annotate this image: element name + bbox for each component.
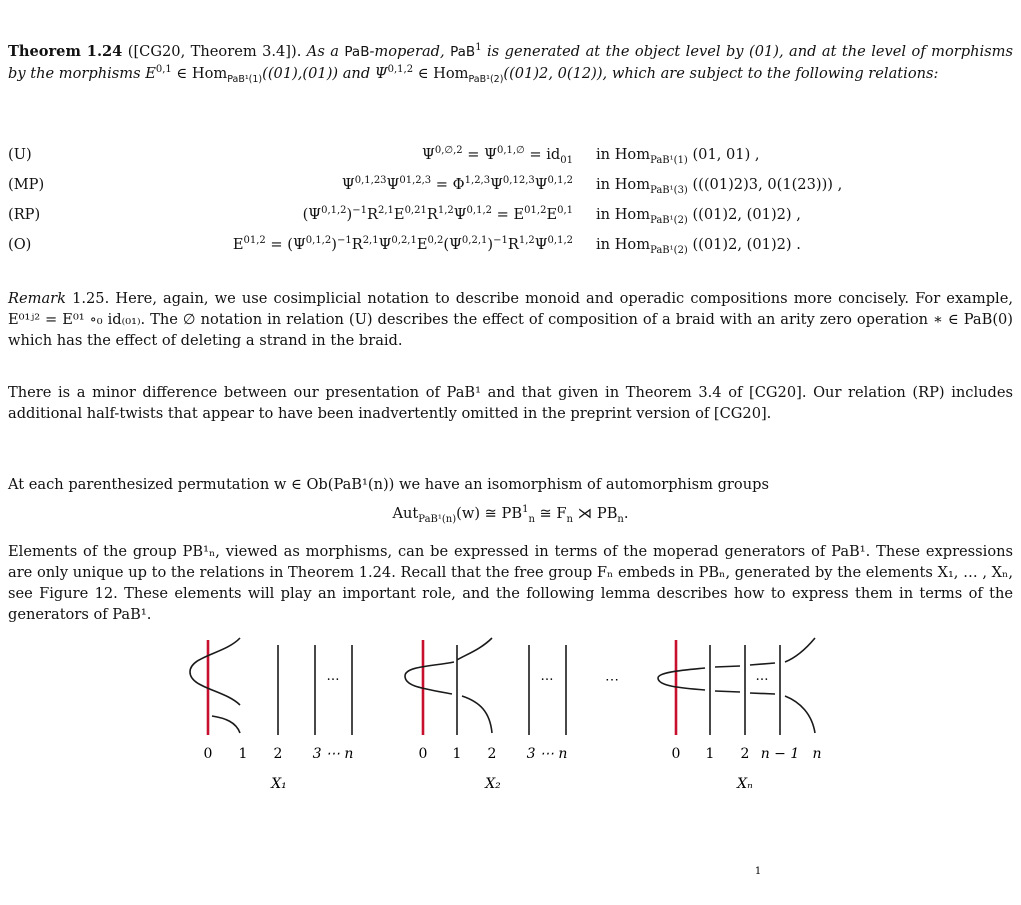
strand-label: 1 — [452, 746, 462, 762]
theorem-label: Theorem 1.24 — [8, 43, 123, 60]
relation-hom-set: in Hom$_{PaB^1(3)}$ (((01)2)3, 0(1(23))) , — [596, 176, 843, 196]
theorem-text: ∈ Hom — [171, 65, 228, 82]
relation-row — [8, 143, 1013, 169]
looping-strand — [457, 638, 492, 660]
looping-strand — [190, 638, 240, 705]
theorem-text: is generated at the object level by (01), and at the level of morphisms by the morphisms — [8, 43, 1013, 82]
braid-figure — [0, 630, 1021, 875]
strand-label: n − 1 — [760, 746, 800, 762]
relation-row — [8, 203, 1013, 229]
figure-ellipsis: ⋯ — [605, 672, 619, 688]
relation-label: (O) — [8, 236, 32, 253]
strand-labels — [672, 746, 822, 792]
strand-labels — [204, 746, 354, 792]
strand-label: 0 — [671, 746, 681, 762]
looping-strand — [750, 693, 775, 694]
braid-caption: X₂ — [485, 776, 501, 792]
braid-Xn — [658, 638, 815, 735]
relation-hom-set: in Hom$_{PaB^1(2)}$ ((01)2, (01)2) , — [596, 206, 801, 226]
relation-equation: $\Psi^{0,\emptyset,2} = \Psi^{0,1,\emptyset} = id_{01}$ — [422, 145, 573, 166]
strand-label: 2 — [487, 746, 497, 762]
strand-label: 1 — [238, 746, 248, 762]
paragraph-elements: Elements of the group PB¹ₙ, viewed as morphisms, can be expressed in terms of the moperad generators of PaB¹. These expressions are only unique up to the relations in Theorem 1.24. Recall that the free group Fₙ embeds in PBₙ, generated by the elements X₁, … , Xₙ, see Figure 12. These elements will play an important role, and the following lemma describes how to express them in terms of the generators of PaB¹. — [8, 543, 1013, 623]
theorem-text: -moperad, — [369, 43, 451, 60]
relation-equation: $E^{01,2} = (\Psi^{0,1,2})^{-1}R^{2,1}\Psi^{0,2,1}E^{0,2}(\Psi^{0,2,1})^{-1}R^{1,2}\Psi^{0,1,2}$ — [232, 235, 573, 253]
relation-row — [8, 173, 1013, 199]
theorem-psi-sup: 0,1,2 — [387, 64, 414, 76]
braid-caption: X₁ — [271, 776, 287, 792]
relation-label: (MP) — [8, 176, 45, 193]
inner-dots: … — [755, 669, 769, 684]
relation-hom-set: in Hom$_{PaB^1(2)}$ ((01)2, (01)2) . — [596, 236, 801, 256]
theorem-hom1-sub: PaB¹(1) — [227, 73, 263, 85]
isomorphism-display: Aut$_{PaB^1(n)}$(w) ≅ $PB^1_n$ ≅ $F_n$ ⋊ $PB_n$. — [392, 504, 629, 525]
braid-X2 — [405, 638, 566, 735]
relation-row — [8, 233, 1013, 259]
looping-strand — [715, 691, 740, 692]
footer-fragment: 1 — [754, 866, 762, 875]
theorem-E-sup: 0,1 — [155, 64, 172, 76]
looping-strand — [750, 663, 775, 665]
paragraph-isomorphism: At each parenthesized permutation w ∈ Ob(PaB¹(n)) we have an isomorphism of automorphism groups — [8, 476, 769, 493]
relation-equation: $(\Psi^{0,1,2})^{-1}R^{2,1}E^{0,21}R^{1,2}\Psi^{0,1,2} = E^{01,2}E^{0,1}$ — [302, 205, 573, 223]
strand-label: 2 — [273, 746, 283, 762]
relation-hom-set: in Hom$_{PaB^1(1)}$ (01, 01) , — [596, 146, 760, 166]
remark-1-25 — [8, 288, 1013, 351]
inner-dots: … — [540, 669, 554, 684]
looping-strand — [405, 662, 454, 694]
theorem-cite: ([CG20, Theorem 3.4]). — [127, 43, 302, 60]
looping-strand — [715, 666, 740, 667]
remark-number: 1.25. — [65, 290, 110, 307]
theorem-text: As a — [301, 43, 345, 60]
relation-label: (U) — [8, 146, 32, 163]
strand-label: 0 — [203, 746, 213, 762]
remark-label: Remark — [8, 290, 66, 307]
theorem-hom2-sub: PaB¹(2) — [468, 73, 504, 85]
looping-strand — [462, 696, 492, 733]
strand-label: 2 — [740, 746, 750, 762]
looping-strand — [785, 638, 815, 662]
theorem-text: ∈ Hom — [413, 65, 469, 82]
theorem-E: E — [145, 65, 156, 82]
strand-label: 3 ⋯ n — [526, 746, 568, 762]
braid-X1 — [190, 638, 352, 735]
strand-label: 1 — [705, 746, 715, 762]
looping-strand — [658, 668, 705, 690]
theorem-text: ((01),(01)) and Ψ — [262, 65, 388, 82]
relation-label: (RP) — [8, 206, 41, 223]
theorem-pab1: PaB — [450, 44, 476, 60]
braid-caption: Xₙ — [737, 776, 753, 792]
paragraph-difference: There is a minor difference between our presentation of PaB¹ and that given in Theorem 3.4 of [CG20]. Our relation (RP) includes additional half-twists that appear to have been inadvertently omitted in the preprint version of [CG20]. — [8, 384, 1013, 422]
theorem-pab: PaB — [344, 44, 370, 60]
strand-label: 0 — [418, 746, 428, 762]
strand-label: n — [812, 746, 822, 762]
theorem-1-24: Theorem 1.24 ([CG20, Theorem 3.4]). As a PaB-moperad, PaB$^1$ is generated at the object level by (01), and at the level of morphisms by the morphisms E$^{0,1}$ ∈ Hom$_{PaB^1(1)}$((01),(01)) and Ψ$^{0,1,2}$ ∈ Hom$_{PaB^1(2)}$((01)2, 0(12)), which are subject to the following relations: — [8, 42, 1013, 85]
relation-equation: $\Psi^{0,1,23}\Psi^{01,2,3} = \Phi^{1,2,3}\Psi^{0,12,3}\Psi^{0,1,2}$ — [341, 175, 573, 193]
remark-text: Here, again, we use cosimplicial notation to describe monoid and operadic compositions more concisely. For example, E⁰¹ʲ² = E⁰¹ ∘₀ id₍₀₁₎. The ∅ notation in relation (U) describes the effect of composition of a braid with an arity zero operation ∗ ∈ PaB(0) which has the effect of deleting a strand in the braid. — [8, 290, 1013, 349]
strand-labels — [419, 746, 568, 792]
looping-strand — [785, 696, 815, 733]
strand — [212, 716, 240, 733]
theorem-text: ((01)2, 0(12)), which are subject to the following relations: — [503, 65, 939, 82]
inner-dots: … — [326, 669, 340, 684]
strand-label: 3 ⋯ n — [312, 746, 354, 762]
